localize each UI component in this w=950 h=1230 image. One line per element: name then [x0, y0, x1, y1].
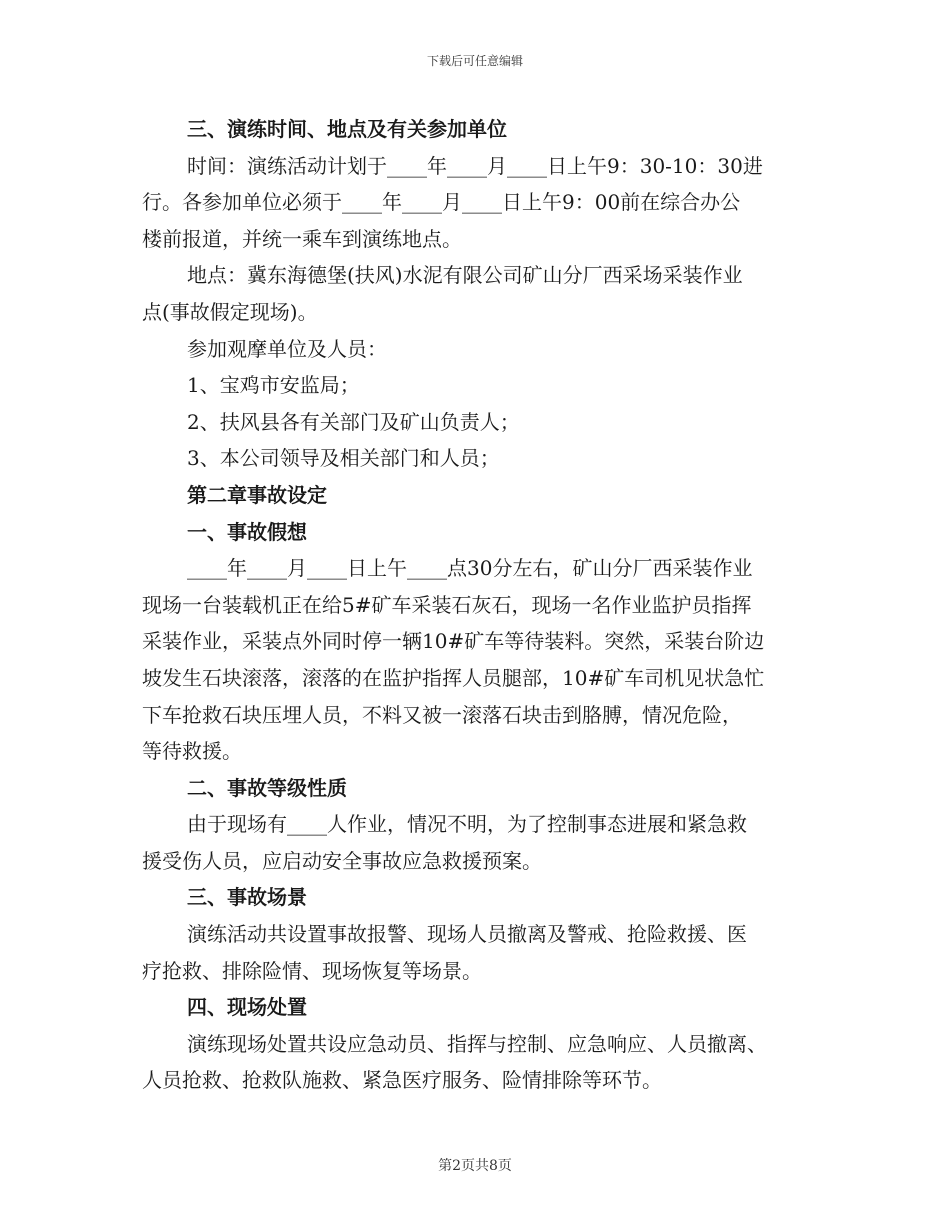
- paragraph-line: 等待救援。: [142, 739, 242, 764]
- document-body: [142, 111, 810, 1099]
- paragraph-line: 演练现场处置共设应急动员、指挥与控制、应急响应、人员撤离、: [187, 1031, 767, 1056]
- list-item: 3、本公司领导及相关部门和人员；: [187, 446, 500, 471]
- section-heading: 四、现场处置: [187, 995, 307, 1020]
- page-header: 下载后可任意编辑: [426, 54, 523, 68]
- page-number: 第2页共8页: [438, 1158, 512, 1174]
- paragraph-line: 楼前报道，并统一乘车到演练地点。: [142, 226, 462, 251]
- paragraph-line: 采装作业，采装点外同时停一辆10#矿车等待装料。突然，采装台阶边: [142, 629, 765, 654]
- paragraph-line: 坡发生石块滚落，滚落的在监护指挥人员腿部，10#矿车司机见状急忙: [142, 665, 765, 690]
- section-heading: 一、事故假想: [187, 519, 307, 544]
- paragraph-line: 参加观摩单位及人员：: [187, 336, 387, 361]
- paragraph-line: 援受伤人员，应启动安全事故应急救援预案。: [142, 848, 542, 873]
- paragraph-line: 由于现场有____人作业，情况不明，为了控制事态进展和紧急救: [187, 812, 747, 837]
- chapter-heading: 第二章事故设定: [187, 482, 327, 507]
- list-item: 1、宝鸡市安监局；: [187, 373, 360, 398]
- paragraph-line: 现场一台装载机正在给5#矿车采装石灰石，现场一名作业监护员指挥: [142, 592, 752, 617]
- paragraph-line: 行。各参加单位必须于____年____月____日上午9：00前在综合办公: [142, 190, 741, 215]
- paragraph-line: 时间：演练活动计划于____年____月____日上午9：30-10：30进: [187, 153, 763, 178]
- list-item: 2、扶风县各有关部门及矿山负责人；: [187, 409, 520, 434]
- paragraph-line: 疗抢救、排除险情、现场恢复等场景。: [142, 958, 482, 983]
- paragraph-line: 人员抢救、抢救队施救、紧急医疗服务、险情排除等环节。: [142, 1068, 662, 1093]
- paragraph-line: ____年____月____日上午____点30分左右，矿山分厂西采装作业: [187, 556, 753, 581]
- paragraph-line: 下车抢救石块压埋人员，不料又被一滚落石块击到胳膊，情况危险，: [142, 702, 742, 727]
- section-heading: 三、事故场景: [187, 885, 307, 910]
- paragraph-line: 地点：冀东海德堡(扶风)水泥有限公司矿山分厂西采场采装作业: [187, 263, 743, 288]
- paragraph-line: 点(事故假定现场)。: [142, 299, 318, 324]
- section-heading: 三、演练时间、地点及有关参加单位: [187, 117, 507, 141]
- paragraph-line: 演练活动共设置事故报警、现场人员撤离及警戒、抢险救援、医: [187, 922, 747, 947]
- section-heading: 二、事故等级性质: [187, 775, 347, 800]
